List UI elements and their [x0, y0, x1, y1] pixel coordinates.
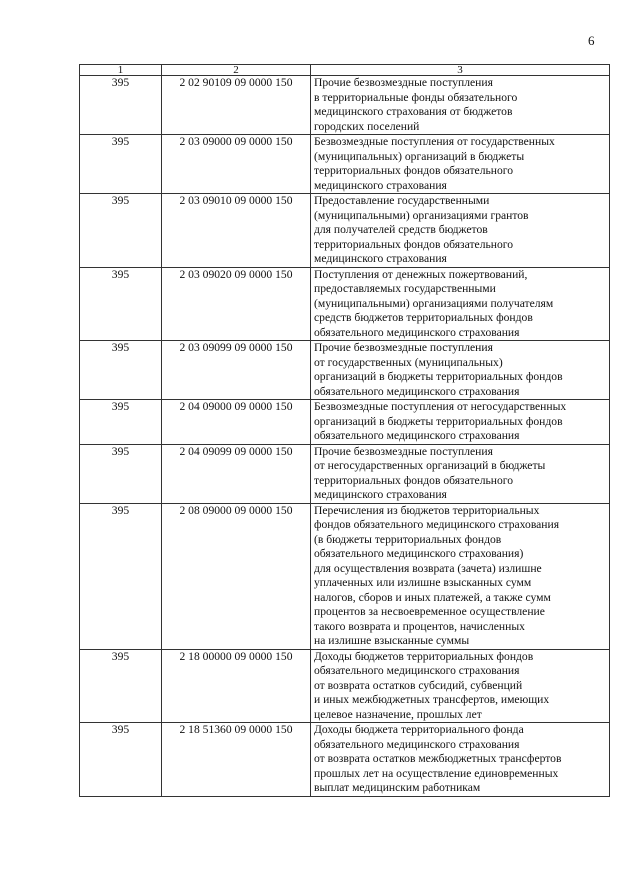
income-name-line: от негосударственных организаций в бюджеты	[314, 459, 546, 472]
table-row	[80, 267, 610, 341]
income-name-line: налогов, сборов и иных платежей, а также сумм	[314, 590, 551, 604]
income-name-cell	[311, 503, 610, 649]
income-name-line: выплат медицинским работникам	[314, 781, 481, 794]
budget-classification-code-cell: 2 08 09000 09 0000 150	[162, 503, 311, 649]
budget-classification-code-cell: 2 03 09000 09 0000 150	[162, 135, 311, 194]
table-row	[80, 194, 610, 268]
income-name-cell	[311, 194, 610, 268]
admin-code-cell: 395	[80, 503, 162, 649]
income-name-line: для осуществления возврата (зачета) излишне	[314, 561, 542, 575]
income-name-line: городских поселений	[314, 119, 420, 133]
income-name-line: прошлых лет на осуществление единовременных	[314, 766, 559, 780]
table-row	[80, 76, 610, 135]
budget-classification-code-cell: 2 18 00000 09 0000 150	[162, 649, 311, 723]
income-name-cell	[311, 649, 610, 723]
income-name-line: Доходы бюджета территориального фонда	[314, 723, 524, 736]
income-name-line: Прочие безвозмездные поступления	[314, 341, 493, 354]
budget-classification-code-cell: 2 18 51360 09 0000 150	[162, 723, 311, 797]
admin-code-cell: 395	[80, 649, 162, 723]
income-name-line: (муниципальных) организаций в бюджеты	[314, 149, 525, 163]
admin-code-cell: 395	[80, 76, 162, 135]
column-header-3: 3	[311, 65, 610, 76]
header-row	[80, 65, 610, 76]
income-name-line: (в бюджеты территориальных фондов	[314, 532, 502, 546]
admin-code-cell: 395	[80, 135, 162, 194]
table-row	[80, 444, 610, 503]
income-name-line: Предоставление государственными	[314, 194, 490, 207]
income-name-cell	[311, 341, 610, 400]
income-name-line: такого возврата и процентов, начисленных	[314, 619, 525, 633]
income-name-line: обязательного медицинского страхования	[314, 325, 520, 339]
table-header	[80, 65, 610, 76]
income-name-line: Прочие безвозмездные поступления	[314, 444, 493, 458]
income-name-line: от возврата остатков субсидий, субвенций	[314, 678, 523, 692]
admin-code-cell: 395	[80, 194, 162, 268]
admin-code-cell: 395	[80, 267, 162, 341]
income-name-line: обязательного медицинского страхования	[314, 737, 520, 751]
table-row	[80, 341, 610, 400]
income-name-line: территориальных фондов обязательного	[314, 164, 514, 177]
budget-classification-code-cell: 2 03 09099 09 0000 150	[162, 341, 311, 400]
income-name-line: предоставляемых государственными	[314, 282, 496, 295]
income-name-line: Безвозмездные поступления от негосударственных	[314, 400, 567, 413]
income-name-line: для получателей средств бюджетов	[314, 223, 488, 236]
income-name-cell	[311, 400, 610, 445]
income-name-line: целевое назначение, прошлых лет	[314, 707, 482, 721]
table-row	[80, 649, 610, 723]
income-name-line: на излишне взысканные суммы	[314, 634, 470, 647]
income-name-line: (муниципальными) организациями грантов	[314, 208, 529, 222]
budget-classification-code-cell: 2 02 90109 09 0000 150	[162, 76, 311, 135]
table-body	[80, 76, 610, 797]
table-row	[80, 135, 610, 194]
budget-classification-code-cell: 2 04 09099 09 0000 150	[162, 444, 311, 503]
admin-code-cell: 395	[80, 444, 162, 503]
page-number: 6	[588, 33, 595, 48]
income-name-line: обязательного медицинского страхования	[314, 664, 520, 677]
income-name-line: фондов обязательного медицинского страхования	[314, 518, 560, 531]
income-name-line: Безвозмездные поступления от государственных	[314, 135, 555, 148]
income-name-line: медицинского страхования	[314, 178, 447, 192]
income-name-line: территориальных фондов обязательного	[314, 473, 514, 487]
budget-classification-code-cell: 2 03 09010 09 0000 150	[162, 194, 311, 268]
income-name-line: обязательного медицинского страхования	[314, 384, 520, 398]
income-name-line: Прочие безвозмездные поступления	[314, 76, 493, 89]
column-header-1: 1	[80, 65, 162, 76]
income-name-line: медицинского страхования	[314, 488, 447, 501]
income-name-line: Доходы бюджетов территориальных фондов	[314, 649, 534, 663]
income-name-line: в территориальные фонды обязательного	[314, 90, 518, 104]
income-name-line: Поступления от денежных пожертвований,	[314, 267, 528, 281]
income-name-line: от государственных (муниципальных)	[314, 355, 503, 369]
income-name-line: организаций в бюджеты территориальных фондов	[314, 414, 563, 428]
budget-codes-table	[79, 64, 610, 797]
income-name-line: обязательного медицинского страхования	[314, 429, 520, 442]
income-name-line: медицинского страхования	[314, 252, 447, 265]
income-name-line: процентов за несвоевременное осуществление	[314, 605, 545, 618]
income-name-line: медицинского страхования от бюджетов	[314, 105, 513, 118]
column-header-2: 2	[162, 65, 311, 76]
table-row	[80, 503, 610, 649]
income-name-cell	[311, 135, 610, 194]
budget-classification-code-cell: 2 03 09020 09 0000 150	[162, 267, 311, 341]
income-name-line: территориальных фондов обязательного	[314, 237, 514, 251]
income-name-line: уплаченных или излишне взысканных сумм	[314, 576, 532, 589]
income-name-line: обязательного медицинского страхования)	[314, 547, 524, 560]
income-name-line: средств бюджетов территориальных фондов	[314, 311, 533, 324]
income-name-line: от возврата остатков межбюджетных трансфертов	[314, 752, 562, 765]
budget-classification-code-cell: 2 04 09000 09 0000 150	[162, 400, 311, 445]
income-name-cell	[311, 76, 610, 135]
admin-code-cell: 395	[80, 400, 162, 445]
income-name-line: и иных межбюджетных трансфертов, имеющих	[314, 693, 550, 706]
admin-code-cell: 395	[80, 341, 162, 400]
table-row	[80, 400, 610, 445]
income-name-line: (муниципальными) организациями получателям	[314, 296, 554, 310]
income-name-line: Перечисления из бюджетов территориальных	[314, 503, 540, 517]
table-row	[80, 723, 610, 797]
income-name-line: организаций в бюджеты территориальных фондов	[314, 370, 563, 383]
income-name-cell	[311, 723, 610, 797]
admin-code-cell: 395	[80, 723, 162, 797]
income-name-cell	[311, 267, 610, 341]
income-name-cell	[311, 444, 610, 503]
